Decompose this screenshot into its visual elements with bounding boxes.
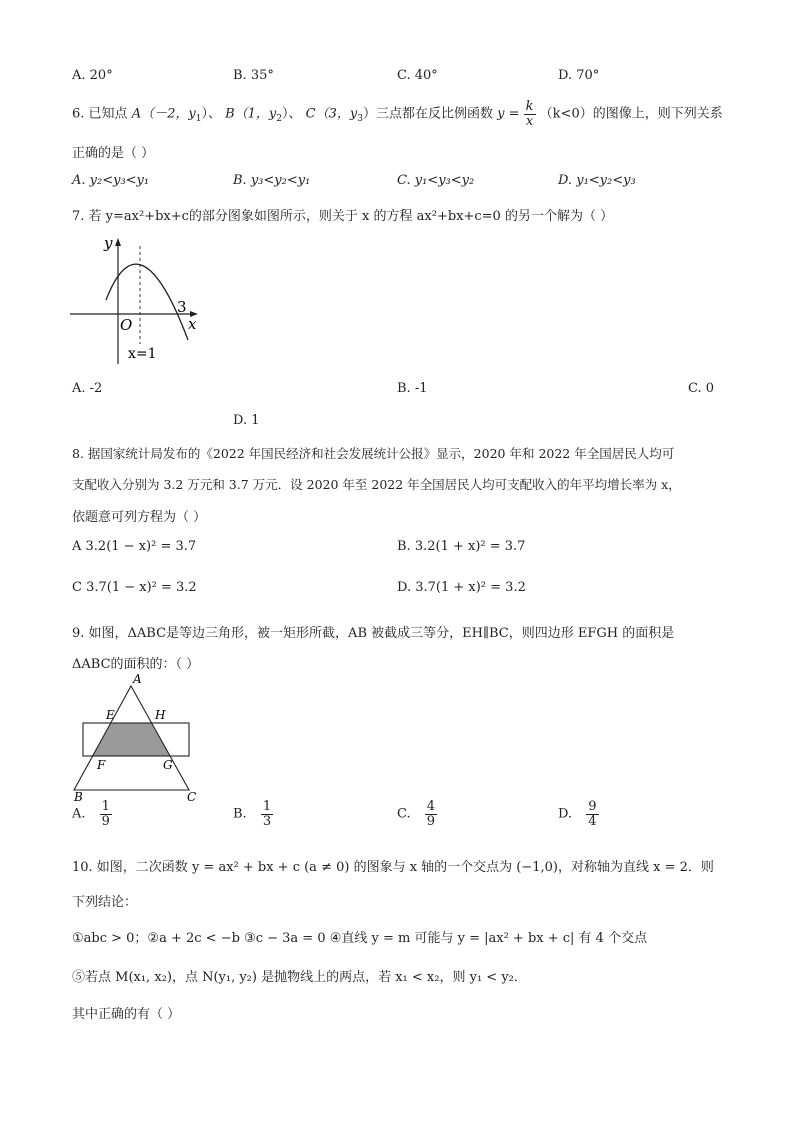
q9-triangle-figure — [70, 672, 205, 802]
label-b: B — [74, 790, 83, 802]
q10-line5: 其中正确的有（ ） — [72, 1007, 181, 1022]
q6-lead: 已知点 — [88, 106, 128, 122]
label-g: G — [163, 758, 173, 772]
q6-func-fraction — [524, 100, 536, 128]
q9-option-c-label: C. — [397, 806, 411, 822]
q6-point-c: C（3，y — [305, 106, 358, 122]
q8-option-a: A 3.2(1 − x)² = 3.7 — [72, 539, 197, 554]
q7-option-a: A. -2 — [72, 381, 103, 396]
q5-option-a: A. 20° — [72, 68, 113, 83]
label-e: E — [106, 708, 115, 722]
label-origin: O — [120, 316, 133, 334]
q8-option-d: D. 3.7(1 + x)² = 3.2 — [397, 580, 526, 595]
q10-line3: ①abc > 0；②a + 2c < −b ③c − 3a = 0 ④直线 y = m 可能与 y = |ax² + bx + c| 有 4 个交点 — [72, 931, 648, 946]
q9-option-d-label: D. — [558, 806, 573, 822]
q7-option-d: D. 1 — [233, 413, 260, 428]
q6-option-b: B. y₃<y₂<y₁ — [233, 173, 311, 188]
q6-point-b-end: ）、 — [282, 106, 302, 122]
shaded-quadrilateral — [92, 723, 170, 756]
q6-line2: 正确的是（ ） — [72, 146, 155, 161]
q6-point-c-sub: 3 — [357, 114, 363, 125]
q6-line1 — [72, 100, 723, 134]
label-c: C — [187, 790, 197, 802]
q6-point-c-end: ）三点都在反比例函数 — [362, 106, 493, 122]
label-symmetry: x=1 — [128, 346, 157, 362]
q5-option-b: B. 35° — [233, 68, 274, 83]
label-y: y — [104, 234, 113, 252]
q6-option-c: C. y₁<y₃<y₂ — [397, 173, 475, 188]
q9-option-a-label: A. — [72, 806, 86, 822]
q8-line3: 依题意可列方程为（ ） — [72, 510, 207, 525]
q5-option-d: D. 70° — [558, 68, 600, 83]
label-x: x — [188, 315, 197, 333]
q9-option-c — [397, 800, 437, 828]
y-axis-arrow — [115, 238, 121, 246]
q10-line1: 10. 如图，二次函数 y = ax² + bx + c (a ≠ 0) 的图象与 x 轴的一个交点为 (−1,0)，对称轴为直线 x = 2．则 — [72, 860, 714, 875]
q6-option-d: D. y₁<y₂<y₃ — [558, 173, 636, 188]
q9-option-d-num: 9 — [588, 799, 597, 814]
q6-point-a: A（－2，y — [131, 106, 196, 122]
q9-option-a-den: 9 — [101, 813, 110, 829]
q9-option-a — [72, 800, 112, 828]
q10-line2: 下列结论： — [72, 895, 138, 910]
q6-func-den: x — [525, 113, 534, 129]
q7-parabola-graph — [68, 232, 208, 367]
q6-func-left: y = — [497, 106, 520, 122]
label-three: 3 — [177, 298, 187, 316]
q6-number: 6. — [72, 106, 85, 122]
q5-option-c: C. 40° — [397, 68, 438, 83]
q9-option-b-label: B. — [233, 806, 247, 822]
q6-option-a: A. y₂<y₃<y₁ — [72, 173, 150, 188]
q8-option-b: B. 3.2(1 + x)² = 3.7 — [397, 539, 526, 554]
q7-text: 7. 若 y=ax²+bx+c的部分图象如图所示，则关于 x 的方程 ax²+bx+c=0 的另一个解为（ ） — [72, 209, 614, 224]
q6-func-cond: （k<0）的图像上，则下列关系 — [539, 106, 723, 122]
q9-option-d-fraction — [586, 800, 598, 828]
q9-option-b-fraction — [261, 800, 273, 828]
q10-line4: ⑤若点 M(x₁, x₂)，点 N(y₁, y₂) 是抛物线上的两点，若 x₁ < x₂，则 y₁ < y₂． — [72, 970, 527, 985]
q7-option-c: C. 0 — [688, 381, 715, 396]
q6-point-b-sub: 2 — [276, 114, 283, 125]
q9-option-c-den: 9 — [426, 813, 436, 829]
label-h: H — [155, 708, 166, 722]
label-f: F — [97, 758, 106, 772]
q9-option-d-den: 4 — [588, 813, 597, 829]
q6-point-a-sub: 1 — [195, 114, 202, 125]
q9-line2: ΔABC的面积的：（ ） — [72, 657, 200, 672]
q9-option-b-den: 3 — [262, 813, 272, 829]
q9-option-d — [558, 800, 599, 828]
q8-option-c: C 3.7(1 − x)² = 3.2 — [72, 580, 197, 595]
q8-line1: 8. 据国家统计局发布的《2022 年国民经济和社会发展统计公报》显示，2020 年和 2022 年全国居民人均可 — [72, 446, 675, 461]
q9-option-b-num: 1 — [262, 799, 272, 814]
q6-point-b: B（1，y — [225, 106, 277, 122]
q9-option-b — [233, 800, 273, 828]
q9-option-c-num: 4 — [426, 799, 436, 814]
q9-option-a-fraction — [100, 800, 112, 828]
q9-line1: 9. 如图，ΔABC是等边三角形，被一矩形所截，AB 被截成三等分，EH∥BC，则四边形 EFGH 的面积是 — [72, 626, 675, 641]
q7-option-b: B. -1 — [397, 381, 428, 396]
q9-option-a-num: 1 — [101, 799, 110, 814]
q6-func-num: k — [525, 99, 534, 114]
q6-point-a-end: ）、 — [201, 106, 221, 122]
label-a: A — [133, 672, 142, 686]
q9-option-c-fraction — [425, 800, 437, 828]
q8-line2: 支配收入分别为 3.2 万元和 3.7 万元．设 2020 年至 2022 年全国居民人均可支配收入的年平均增长率为 x， — [72, 477, 681, 492]
